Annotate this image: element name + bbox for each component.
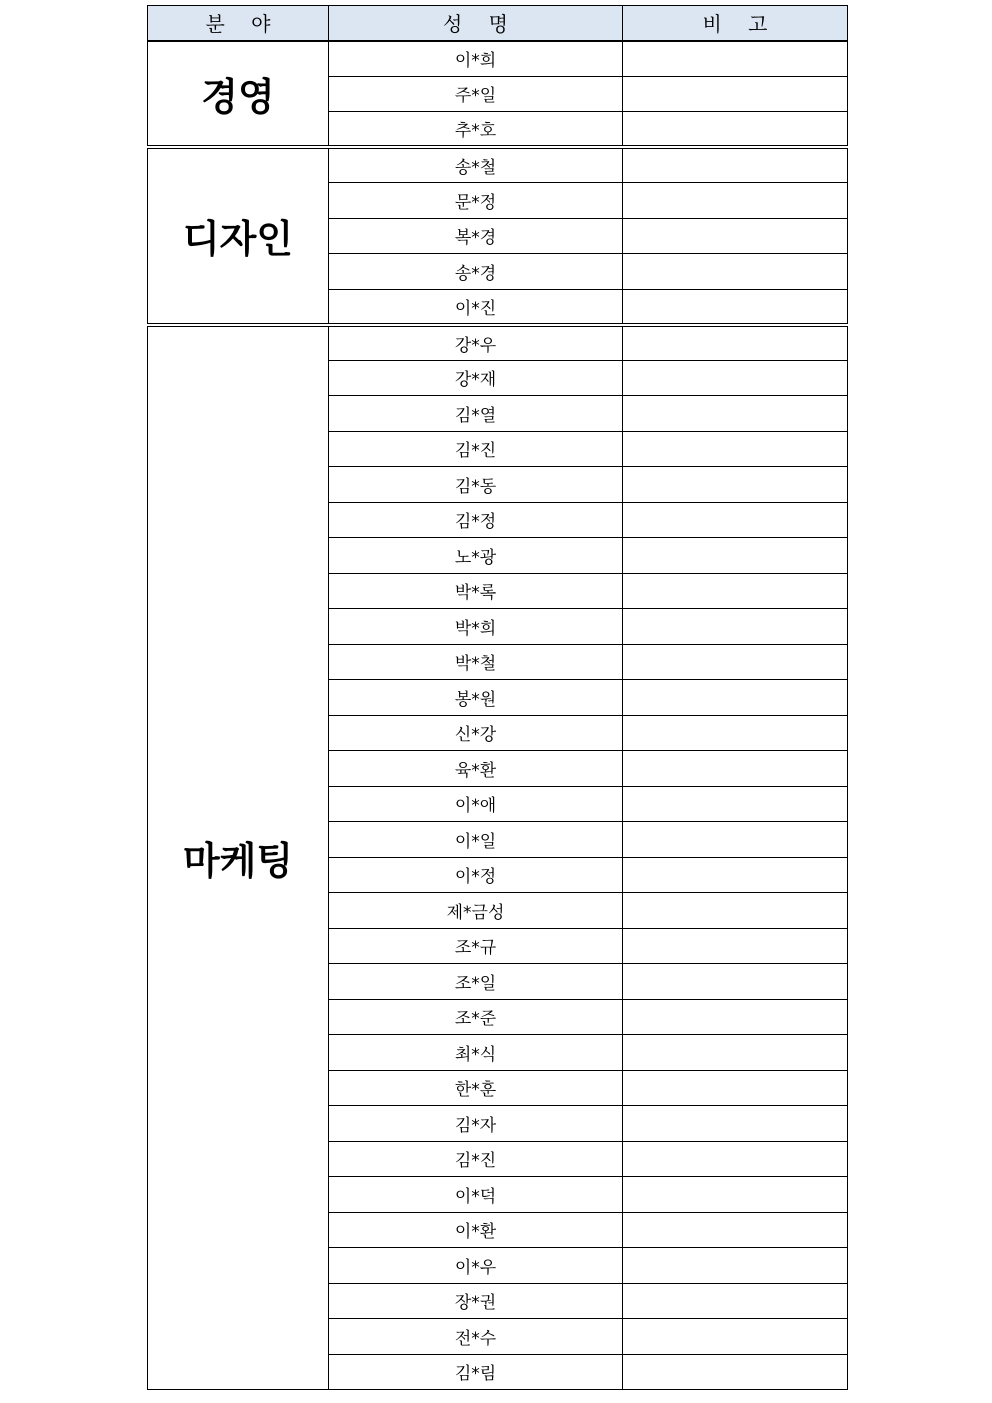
name-cell: 박*철 bbox=[329, 644, 623, 680]
name-cell: 이*덕 bbox=[329, 1177, 623, 1213]
name-cell: 이*환 bbox=[329, 1212, 623, 1248]
name-cell: 복*경 bbox=[329, 218, 623, 254]
name-cell: 이*정 bbox=[329, 857, 623, 893]
note-cell bbox=[623, 999, 848, 1035]
table-row bbox=[148, 147, 848, 183]
name-cell: 김*동 bbox=[329, 467, 623, 503]
name-cell: 김*정 bbox=[329, 502, 623, 538]
note-cell bbox=[623, 715, 848, 751]
name-cell: 이*우 bbox=[329, 1248, 623, 1284]
name-cell: 이*일 bbox=[329, 822, 623, 858]
note-cell bbox=[623, 183, 848, 219]
note-cell bbox=[623, 609, 848, 645]
table-row bbox=[148, 41, 848, 77]
note-cell bbox=[623, 289, 848, 325]
note-cell bbox=[623, 1283, 848, 1319]
header-note: 비 고 bbox=[623, 6, 848, 41]
group-1 bbox=[148, 147, 848, 325]
name-cell: 최*식 bbox=[329, 1035, 623, 1071]
note-cell bbox=[623, 431, 848, 467]
header-field: 분 야 bbox=[148, 6, 329, 41]
note-cell bbox=[623, 928, 848, 964]
note-cell bbox=[623, 786, 848, 822]
note-cell bbox=[623, 538, 848, 574]
name-cell: 송*철 bbox=[329, 147, 623, 183]
header-name: 성 명 bbox=[329, 6, 623, 41]
table-header bbox=[148, 6, 848, 41]
name-cell: 한*훈 bbox=[329, 1070, 623, 1106]
note-cell bbox=[623, 76, 848, 112]
name-cell: 제*금성 bbox=[329, 893, 623, 929]
note-cell bbox=[623, 751, 848, 787]
name-cell: 조*규 bbox=[329, 928, 623, 964]
name-cell: 전*수 bbox=[329, 1319, 623, 1355]
name-cell: 강*재 bbox=[329, 360, 623, 396]
field-cell: 마케팅 bbox=[148, 325, 329, 1390]
name-cell: 김*자 bbox=[329, 1106, 623, 1142]
name-cell: 육*환 bbox=[329, 751, 623, 787]
group-2 bbox=[148, 325, 848, 1390]
header-row bbox=[148, 6, 848, 41]
name-cell: 이*진 bbox=[329, 289, 623, 325]
name-cell: 문*정 bbox=[329, 183, 623, 219]
name-cell: 김*림 bbox=[329, 1354, 623, 1390]
field-cell: 디자인 bbox=[148, 147, 329, 325]
note-cell bbox=[623, 1035, 848, 1071]
name-cell: 주*일 bbox=[329, 76, 623, 112]
note-cell bbox=[623, 822, 848, 858]
note-cell bbox=[623, 218, 848, 254]
name-cell: 장*권 bbox=[329, 1283, 623, 1319]
name-cell: 송*경 bbox=[329, 254, 623, 290]
group-0 bbox=[148, 41, 848, 148]
name-cell: 이*애 bbox=[329, 786, 623, 822]
name-cell: 노*광 bbox=[329, 538, 623, 574]
name-cell: 신*강 bbox=[329, 715, 623, 751]
note-cell bbox=[623, 147, 848, 183]
note-cell bbox=[623, 680, 848, 716]
note-cell bbox=[623, 1248, 848, 1284]
note-cell bbox=[623, 1141, 848, 1177]
note-cell bbox=[623, 573, 848, 609]
name-cell: 봉*원 bbox=[329, 680, 623, 716]
note-cell bbox=[623, 1354, 848, 1390]
note-cell bbox=[623, 396, 848, 432]
note-cell bbox=[623, 857, 848, 893]
note-cell bbox=[623, 360, 848, 396]
note-cell bbox=[623, 254, 848, 290]
name-cell: 조*준 bbox=[329, 999, 623, 1035]
name-cell: 김*열 bbox=[329, 396, 623, 432]
note-cell bbox=[623, 1212, 848, 1248]
table-row bbox=[148, 325, 848, 361]
note-cell bbox=[623, 1319, 848, 1355]
note-cell bbox=[623, 893, 848, 929]
name-cell: 조*일 bbox=[329, 964, 623, 1000]
note-cell bbox=[623, 325, 848, 361]
name-cell: 박*록 bbox=[329, 573, 623, 609]
name-cell: 이*희 bbox=[329, 41, 623, 77]
note-cell bbox=[623, 112, 848, 148]
field-cell: 경영 bbox=[148, 41, 329, 148]
note-cell bbox=[623, 467, 848, 503]
name-cell: 김*진 bbox=[329, 431, 623, 467]
note-cell bbox=[623, 1177, 848, 1213]
name-cell: 강*우 bbox=[329, 325, 623, 361]
roster-table bbox=[147, 5, 848, 1390]
note-cell bbox=[623, 502, 848, 538]
name-cell: 추*호 bbox=[329, 112, 623, 148]
note-cell bbox=[623, 1070, 848, 1106]
note-cell bbox=[623, 41, 848, 77]
note-cell bbox=[623, 964, 848, 1000]
note-cell bbox=[623, 1106, 848, 1142]
note-cell bbox=[623, 644, 848, 680]
name-cell: 김*진 bbox=[329, 1141, 623, 1177]
name-cell: 박*희 bbox=[329, 609, 623, 645]
